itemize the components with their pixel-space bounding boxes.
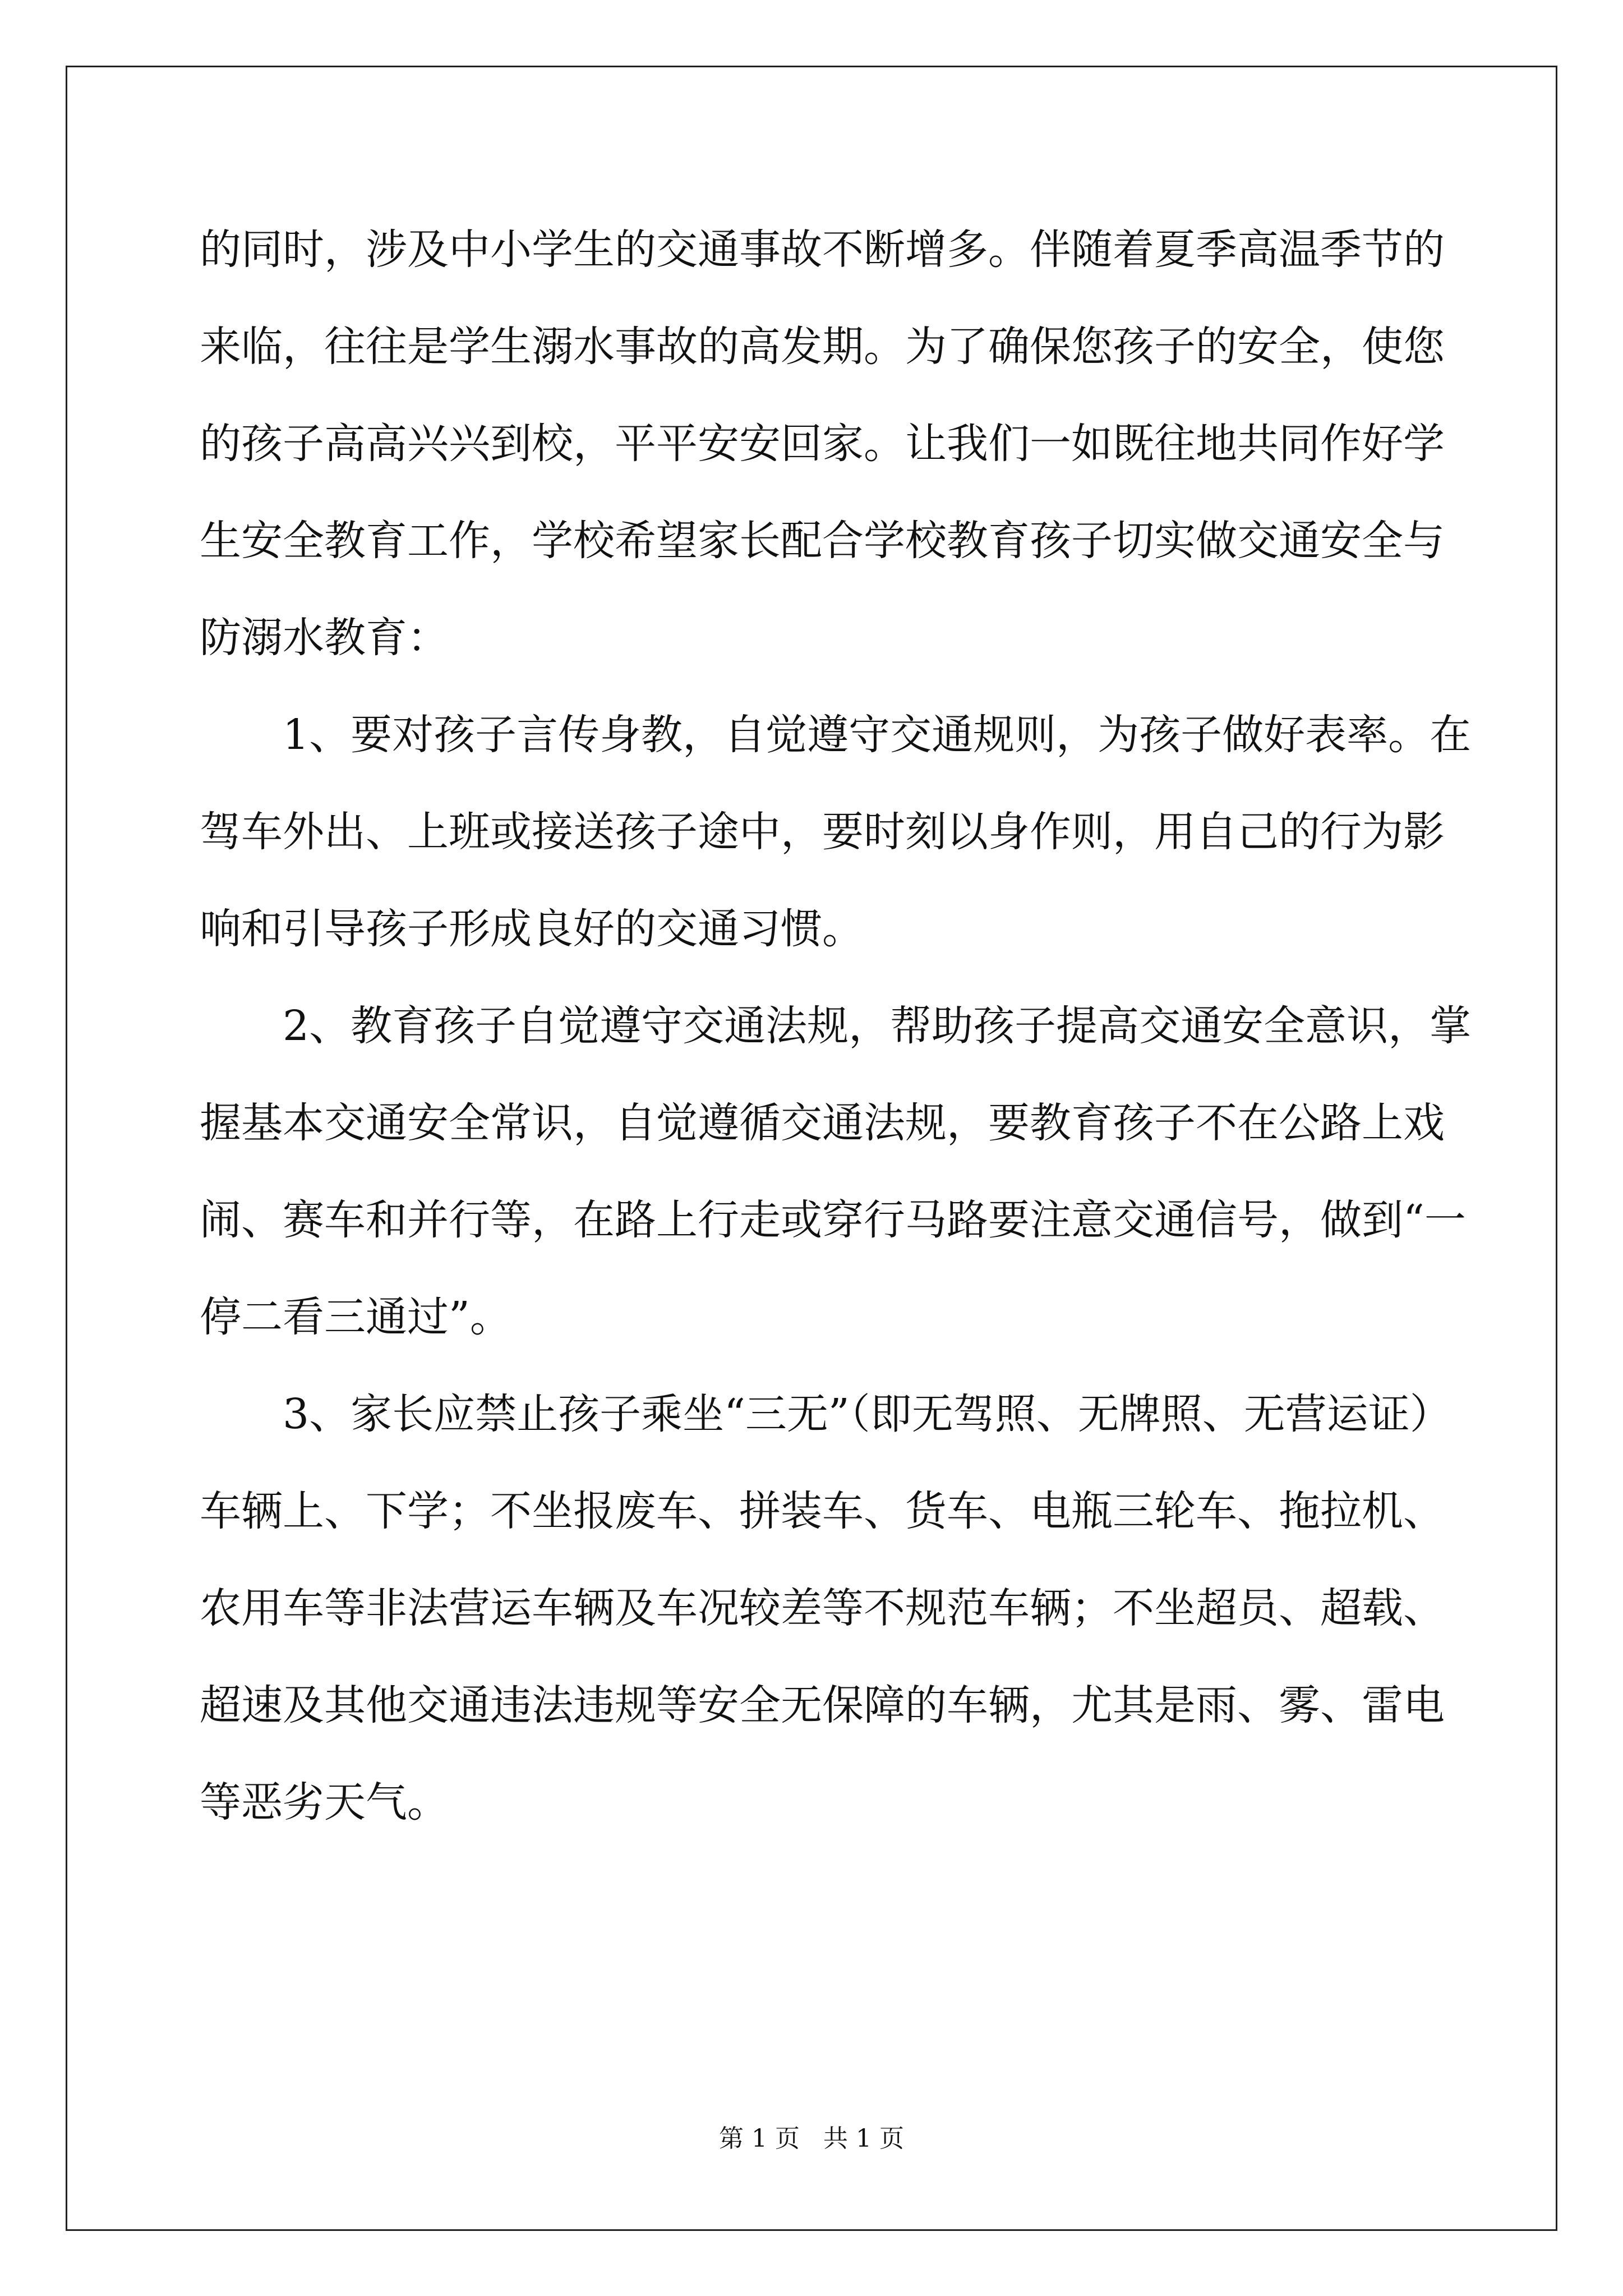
text-line: 防溺水教育： [200,614,449,662]
page-number-footer: 第 1 页 共 1 页 [719,2124,904,2153]
text-line: 生安全教育工作，学校希望家长配合学校教育孩子切实做交通安全与 [200,517,1445,565]
text-line: 的孩子高高兴兴到校，平平安安回家。让我们一如既往地共同作好学 [200,420,1445,468]
text-line: 握基本交通安全常识，自觉遵循交通法规，要教育孩子不在公路上戏 [200,1099,1445,1147]
text-line: 农用车等非法营运车辆及车况较差等不规范车辆；不坐超员、超载、 [200,1584,1445,1632]
text-line: 响和引导孩子形成良好的交通习惯。 [200,905,864,953]
text-line: 等恶劣天气。 [200,1778,449,1826]
text-line: 驾车外出、上班或接送孩子途中，要时刻以身作则，用自己的行为影 [200,808,1445,856]
paragraph-start-line: 1、要对孩子言传身教，自觉遵守交通规则，为孩子做好表率。在 [283,711,1472,759]
text-line: 闹、赛车和并行等，在路上行走或穿行马路要注意交通信号，做到“一 [200,1196,1466,1244]
text-line: 的同时，涉及中小学生的交通事故不断增多。伴随着夏季高温季节的 [200,226,1445,274]
text-line: 停二看三通过”。 [200,1293,511,1341]
text-line: 车辆上、下学；不坐报废车、拼装车、货车、电瓶三轮车、拖拉机、 [200,1487,1445,1535]
paragraph-start-line: 2、教育孩子自觉遵守交通法规，帮助孩子提高交通安全意识，掌 [283,1002,1472,1050]
document-body [200,208,1472,1857]
paragraph-start-line: 3、家长应禁止孩子乘坐“三无”（即无驾照、无牌照、无营运证） [283,1390,1451,1438]
text-line: 超速及其他交通违法违规等安全无保障的车辆，尤其是雨、雾、雷电 [200,1681,1445,1729]
text-line: 来临，往往是学生溺水事故的高发期。为了确保您孩子的安全，使您 [200,323,1445,371]
